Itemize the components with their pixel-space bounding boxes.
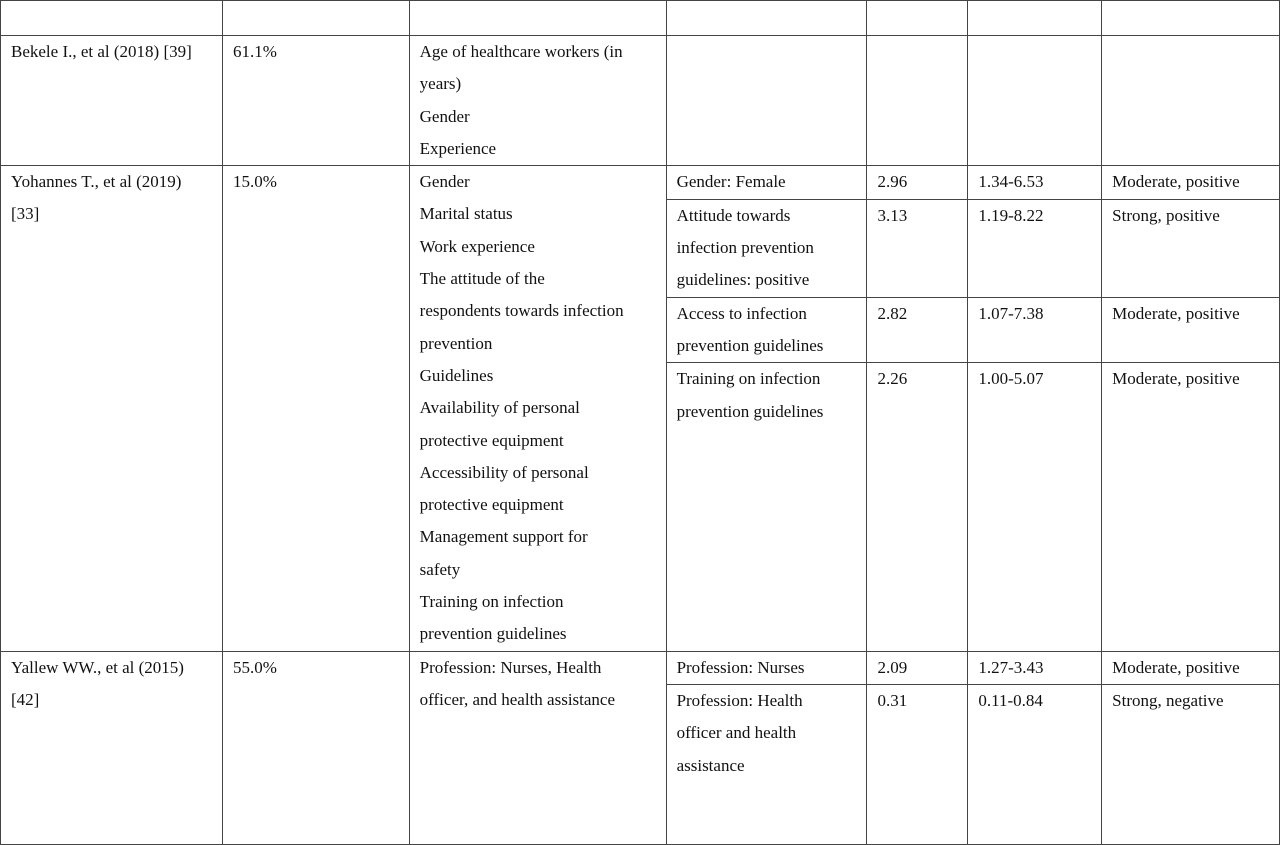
ci-cell: 1.19-8.22 bbox=[968, 199, 1102, 297]
aor-cell: 2.09 bbox=[867, 651, 968, 684]
association-cell: Access to infection prevention guidelines bbox=[666, 297, 867, 363]
association-cell: Gender: Female bbox=[666, 166, 867, 199]
association-cell bbox=[666, 36, 867, 166]
table-header-row bbox=[1, 1, 1280, 36]
strength-cell bbox=[1102, 36, 1280, 166]
strength-cell: Strong, positive bbox=[1102, 199, 1280, 297]
aor-cell: 0.31 bbox=[867, 684, 968, 844]
strength-cell: Moderate, positive bbox=[1102, 363, 1280, 651]
factors-cell: Age of healthcare workers (in years) Gender Experience bbox=[409, 36, 666, 166]
strength-cell: Moderate, positive bbox=[1102, 651, 1280, 684]
header-cell bbox=[867, 1, 968, 36]
strength-cell: Strong, negative bbox=[1102, 684, 1280, 844]
factors-cell: Gender Marital status Work experience The attitude of the respondents towards infection prevention Guidelines Availability of personal protective equipment Accessibility of personal protective equipment Management support for safety Training on infection prevention guidelines bbox=[409, 166, 666, 651]
header-cell bbox=[968, 1, 1102, 36]
ci-cell: 1.00-5.07 bbox=[968, 363, 1102, 651]
ci-cell: 1.07-7.38 bbox=[968, 297, 1102, 363]
association-cell: Profession: Health officer and health assistance bbox=[666, 684, 867, 844]
aor-cell: 2.82 bbox=[867, 297, 968, 363]
ci-cell: 0.11-0.84 bbox=[968, 684, 1102, 844]
ci-cell: 1.34-6.53 bbox=[968, 166, 1102, 199]
header-cell bbox=[409, 1, 666, 36]
ci-cell: 1.27-3.43 bbox=[968, 651, 1102, 684]
prevalence-cell: 15.0% bbox=[222, 166, 409, 651]
aor-cell: 3.13 bbox=[867, 199, 968, 297]
header-cell bbox=[1, 1, 223, 36]
header-cell bbox=[1102, 1, 1280, 36]
prevalence-cell: 55.0% bbox=[222, 651, 409, 844]
table-row bbox=[1, 36, 1280, 166]
strength-cell: Moderate, positive bbox=[1102, 166, 1280, 199]
association-cell: Profession: Nurses bbox=[666, 651, 867, 684]
prevalence-cell: 61.1% bbox=[222, 36, 409, 166]
table-row bbox=[1, 651, 1280, 684]
association-cell: Attitude towards infection prevention guidelines: positive bbox=[666, 199, 867, 297]
table-row bbox=[1, 166, 1280, 199]
association-cell: Training on infection prevention guidelines bbox=[666, 363, 867, 651]
aor-cell: 2.96 bbox=[867, 166, 968, 199]
study-cell: Yohannes T., et al (2019) [33] bbox=[1, 166, 223, 651]
ci-cell bbox=[968, 36, 1102, 166]
aor-cell bbox=[867, 36, 968, 166]
strength-cell: Moderate, positive bbox=[1102, 297, 1280, 363]
aor-cell: 2.26 bbox=[867, 363, 968, 651]
header-cell bbox=[666, 1, 867, 36]
study-cell: Yallew WW., et al (2015) [42] bbox=[1, 651, 223, 844]
factors-cell: Profession: Nurses, Health officer, and health assistance bbox=[409, 651, 666, 844]
study-cell: Bekele I., et al (2018) [39] bbox=[1, 36, 223, 166]
header-cell bbox=[222, 1, 409, 36]
